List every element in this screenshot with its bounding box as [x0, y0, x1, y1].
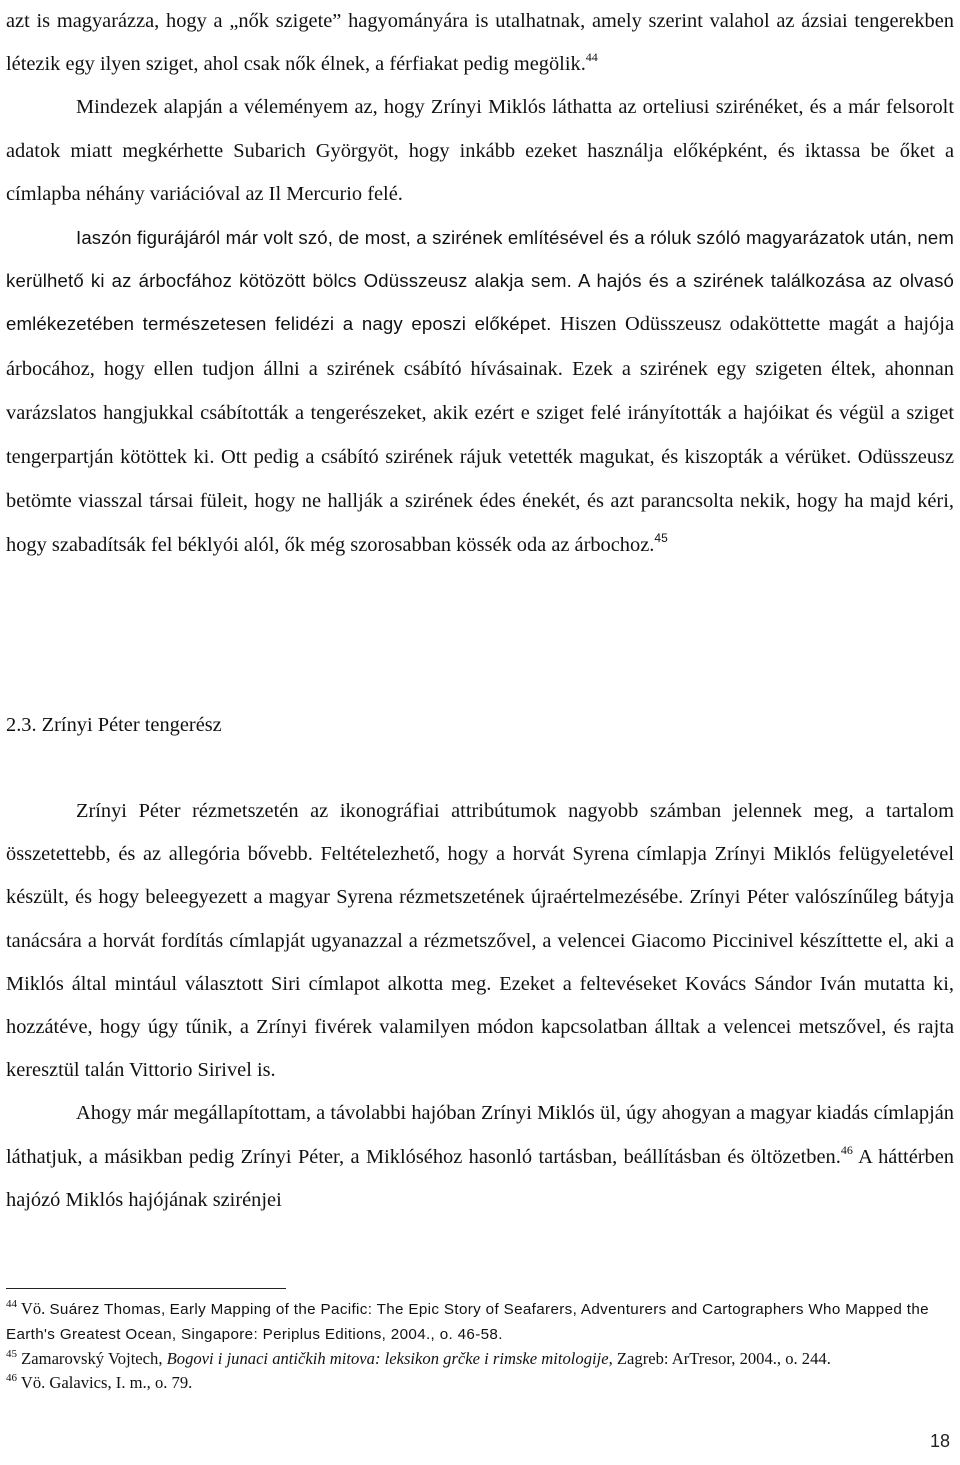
- body-text-section: [6, 790, 954, 1222]
- footnote-number: 45: [6, 1348, 17, 1360]
- paragraph-3-text-d: Ezek a szirének egy szigeten éltek, ahonnan varázslatos hangjukkal csábították a tengerészeket, akik ezért e sziget felé irányították a hajóikat és végül a sziget tengerpartján kötöttek ki. Ott pedig a csábító szirének rájuk vetették magukat, és kiszopták a vérüket. Odüsszeusz betömte viasszal társai füleit, hogy ne hallják a szirének édes énekét, és azt parancsolta nekik, hogy ha majd kéri, hogy szabadítsák fel béklyói alól, ők még szorosabban kössék oda az árbochoz.: [6, 357, 955, 557]
- footnote-citation: Early Mapping of the Pacific: The Epic Story of Seafarers, Adventurers and Cartographers Who Mapped the Earth's Greatest Ocean, Singapore: Periplus Editions, 2004., o. 46-58.: [6, 1301, 929, 1343]
- page-number: 18: [929, 1431, 950, 1451]
- footnote-45: [6, 1347, 954, 1371]
- footnote-ref-46[interactable]: 46: [840, 1142, 853, 1157]
- paragraph-3: [6, 216, 954, 568]
- paragraph-1-text: azt is magyarázza, hogy a „nők szigete” hagyományára is utalhatnak, amely szerint valahol az ázsiai tengerekben létezik egy ilyen sziget, ahol csak nők élnek, a férfiakat pedig megölik.: [6, 10, 954, 76]
- footnote-number: 46: [6, 1372, 17, 1384]
- paragraph-1: [6, 0, 954, 86]
- footnote-ref-44[interactable]: 44: [585, 50, 598, 65]
- paragraph-3-text-a: Iaszón figurájáról már volt szó, de most, a szirének említésével és a róluk szóló magyarázatok után, nem kerülhető ki az árbocfához kötözött bölcs Odüsszeusz alakja sem.: [6, 227, 954, 292]
- footnote-separator: [6, 1288, 286, 1289]
- footnote-author: Zamarovský Vojtech,: [21, 1349, 163, 1368]
- footnote-citation: Vö. Galavics, I. m., o. 79.: [20, 1373, 193, 1392]
- footnote-number: 44: [6, 1298, 17, 1310]
- paragraph-2-text: Mindezek alapján a véleményem az, hogy Zrínyi Miklós láthatta az orteliusi szirénéket, és a már felsorolt adatok miatt megkérhette Subarich Györgyöt, hogy inkább ezeket használja előképként, és iktassa be őket a címlapba néhány variációval az Il Mercurio felé.: [6, 96, 954, 205]
- footnote-ref-45[interactable]: 45: [654, 531, 668, 546]
- footnote-citation: , Zagreb: ArTresor, 2004., o. 244.: [608, 1349, 831, 1368]
- footnote-author: Suárez Thomas: [49, 1301, 161, 1318]
- footnotes: [6, 1297, 954, 1395]
- footnote-title: Bogovi i junaci antičkih mitova: leksikon grčke i rimske mitologije: [166, 1349, 609, 1368]
- footnote-46: [6, 1371, 954, 1395]
- footnote-separator-comma: ,: [160, 1301, 166, 1318]
- footnote-44: [6, 1297, 954, 1347]
- paragraph-3-text-b: A hajós és a szirének találkozása az olvasó emlékezetében természetesen felidézi a nagy eposzi előképet.: [6, 270, 955, 335]
- footnote-prefix: Vö.: [20, 1299, 46, 1318]
- paragraph-2: [6, 86, 954, 216]
- paragraph-5-text-b: A háttérben hajózó Miklós hajójának szirénjei: [6, 1145, 954, 1211]
- paragraph-3-text-c: Hiszen Odüsszeusz odaköttette magát a hajója árbocához, hogy ellen tudjon állni a szirének csábító hívásainak.: [6, 313, 954, 380]
- paragraph-5: [6, 1092, 954, 1222]
- body-text: [6, 0, 954, 568]
- section-heading: 2.3. Zrínyi Péter tengerész: [6, 714, 222, 736]
- paragraph-4: Zrínyi Péter rézmetszetén az ikonográfiai attribútumok nagyobb számban jelennek meg, a tartalom összetettebb, és az allegória bővebb. Feltételezhető, hogy a horvát Syrena címlapja Zrínyi Miklós felügyeletével készült, és hogy beleegyezett a magyar Syrena rézmetszetének újraértelmezésébe. Zrínyi Péter valószínűleg bátyja tanácsára a horvát fordítás címlapját ugyanazzal a rézmetszővel, a velencei Giacomo Piccinivel készíttette el, aki a Miklós által mintául választott Siri címlapot alkotta meg. Ezeket a feltevéseket Kovács Sándor Iván mutatta ki, hozzátéve, hogy úgy tűnik, a Zrínyi fivérek valamilyen módon kapcsolatban álltak a velencei metszővel, és rajta keresztül talán Vittorio Sirivel is.: [6, 800, 954, 1082]
- paragraph-5-text-a: Ahogy már megállapítottam, a távolabbi hajóban Zrínyi Miklós ül, úgy ahogyan a magyar kiadás címlapján láthatjuk, a másikban pedig Zrínyi Péter, a Miklóséhoz hasonló tartásban, beállításban és öltözetben.: [6, 1102, 954, 1168]
